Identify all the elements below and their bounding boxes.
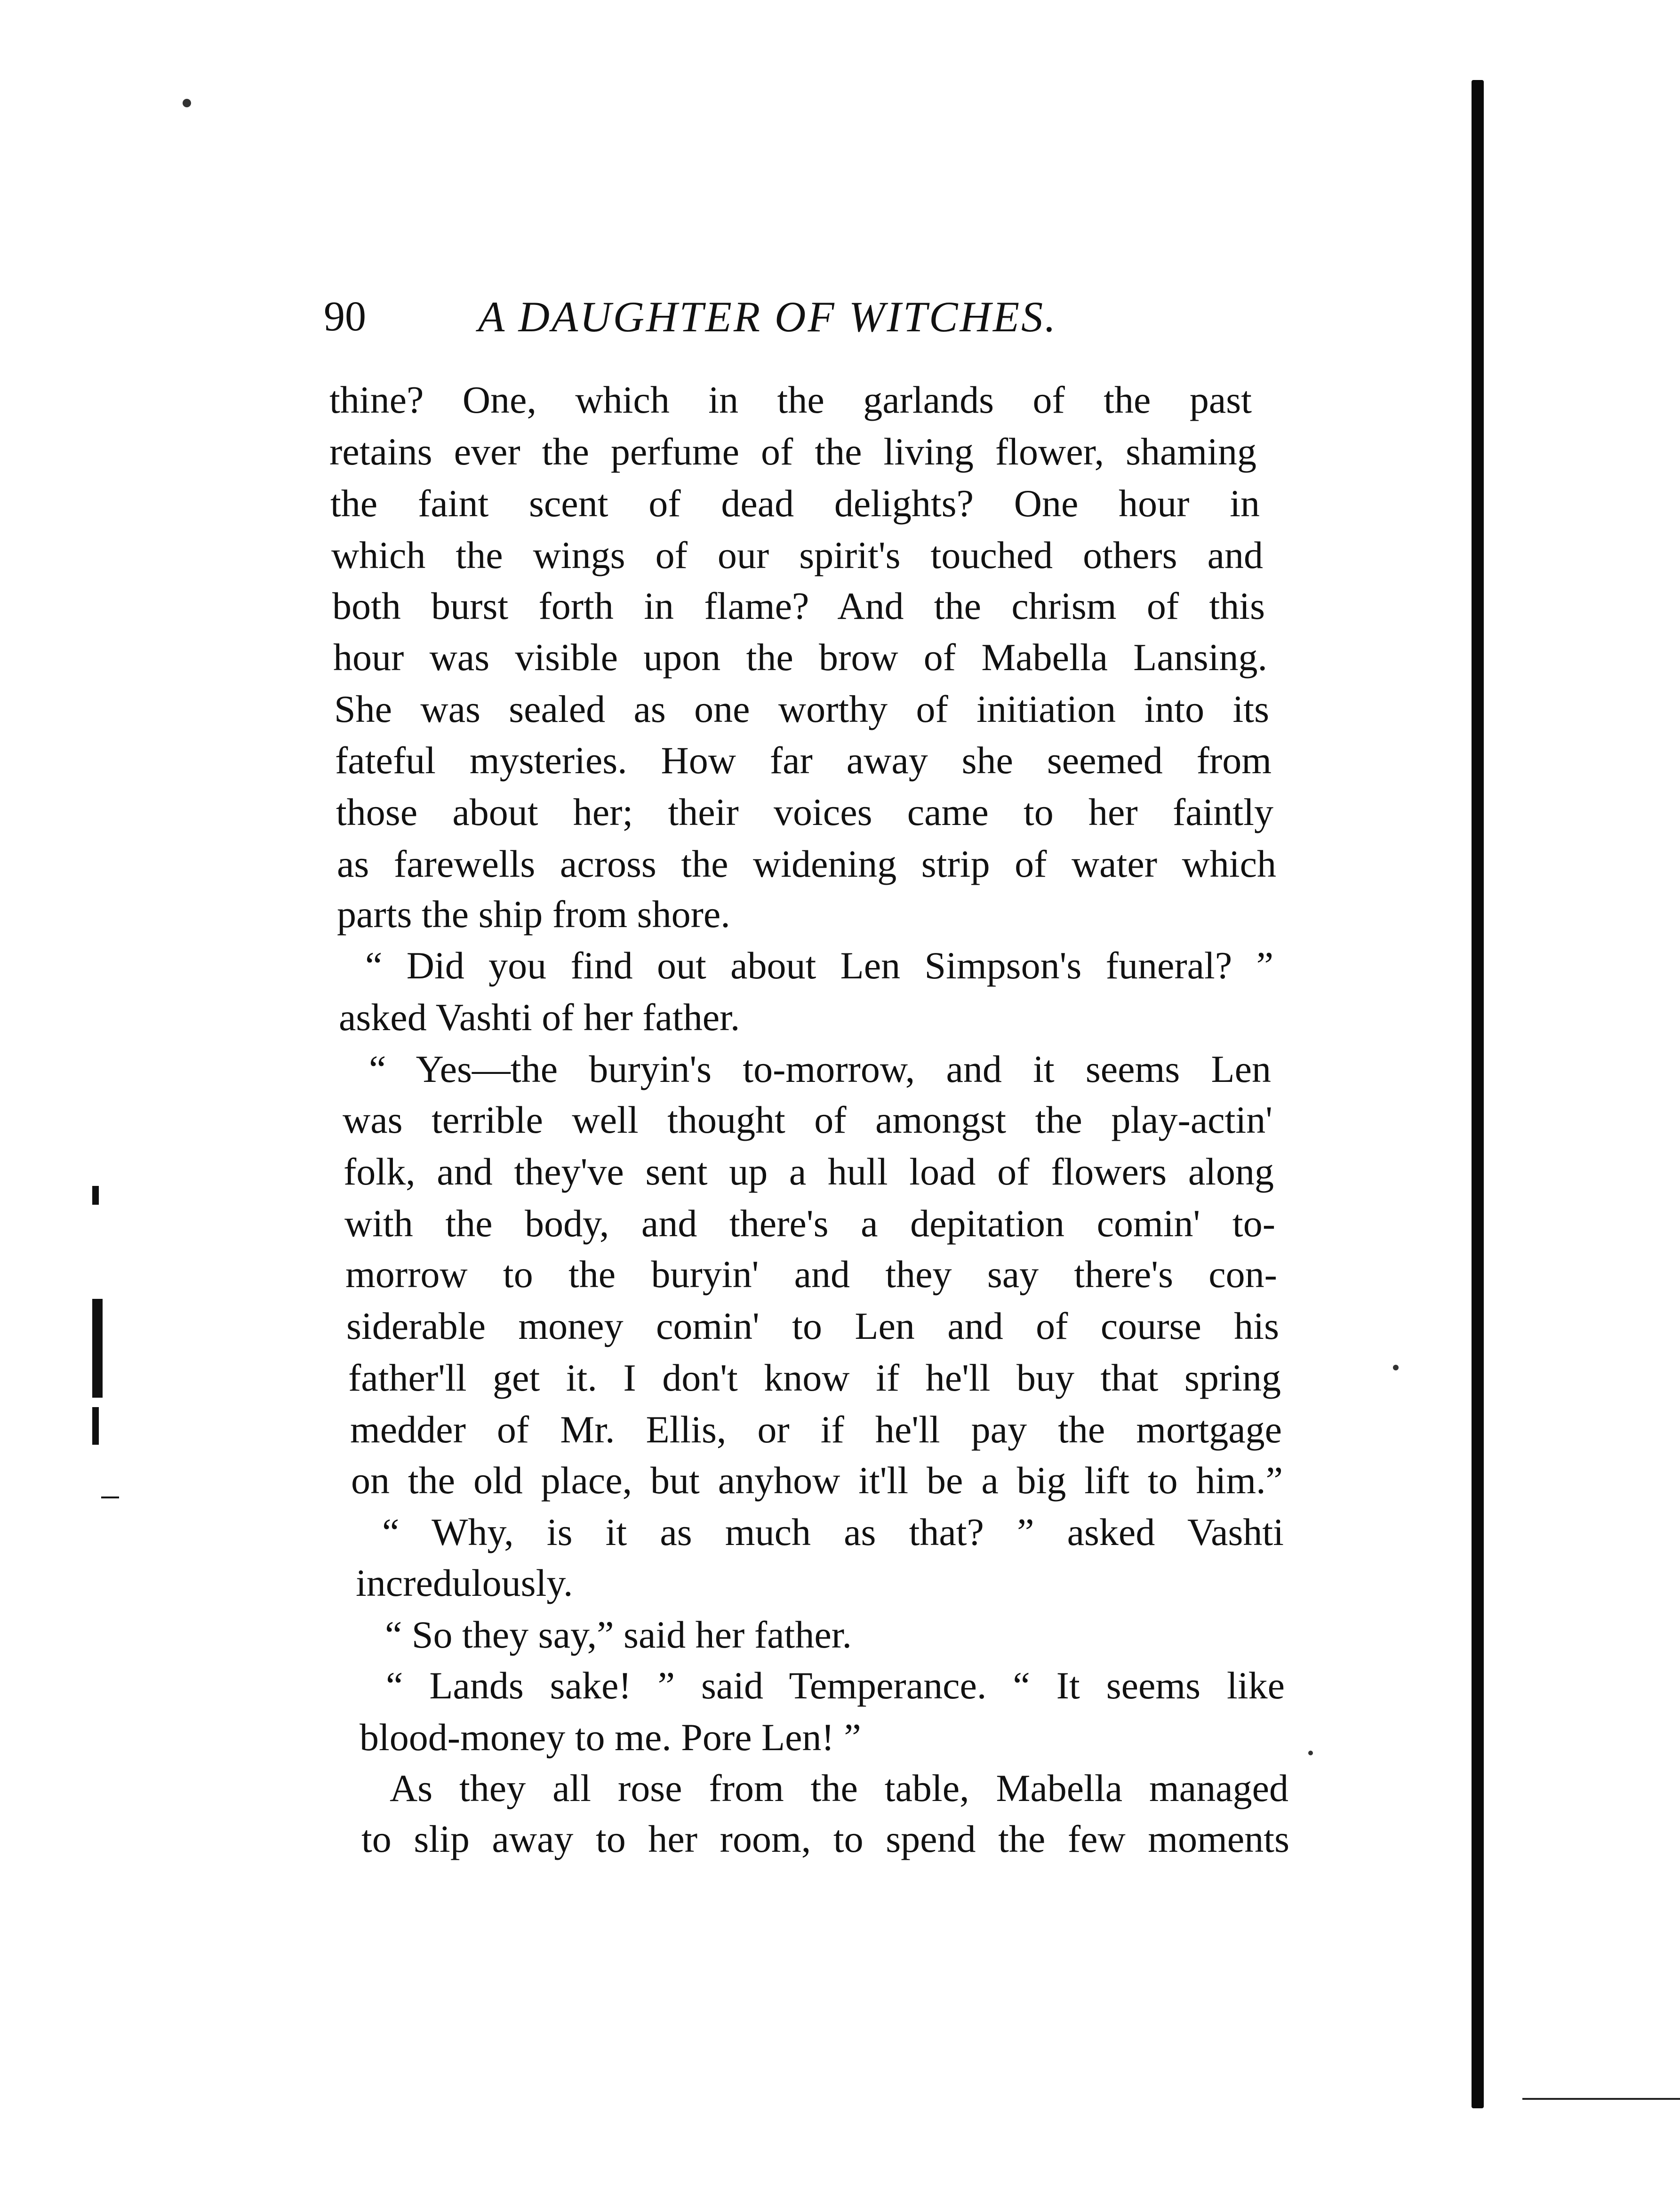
- gutter-mark: [92, 1407, 99, 1445]
- text-line: was terrible well thought of amongst the play-actin': [343, 1098, 1272, 1141]
- text-line: those about her; their voices came to her faintly: [336, 791, 1273, 833]
- text-line: “ So they say,” said her father.: [385, 1613, 852, 1656]
- text-line: blood-money to me. Pore Len! ”: [360, 1716, 861, 1759]
- text-line: She was sealed as one worthy of initiation into its: [334, 688, 1269, 730]
- scan-speck: [1308, 1751, 1313, 1755]
- spine-edge-line: [1522, 2098, 1680, 2100]
- text-line: which the wings of our spirit's touched others and: [331, 534, 1263, 576]
- text-line: incredulously.: [356, 1561, 573, 1604]
- text-line: As they all rose from the table, Mabella managed: [390, 1767, 1288, 1809]
- text-line: father'll get it. I don't know if he'll buy that spring: [348, 1356, 1281, 1399]
- text-line: “ Did you find out about Len Simpson's funeral? ”: [365, 944, 1273, 987]
- text-line: fateful mysteries. How far away she seemed from: [335, 739, 1272, 782]
- text-line: parts the ship from shore.: [337, 893, 730, 936]
- gutter-mark: [92, 1186, 99, 1205]
- gutter-mark: [92, 1299, 103, 1398]
- text-line: folk, and they've sent up a hull load of flowers along: [344, 1150, 1274, 1193]
- text-line: thine? One, which in the garlands of the past: [329, 378, 1252, 421]
- text-line: “ Why, is it as much as that? ” asked Vashti: [382, 1511, 1284, 1553]
- running-head: A DAUGHTER OF WITCHES.: [478, 293, 1058, 341]
- text-line: both burst forth in flame? And the chrism of this: [332, 584, 1265, 627]
- text-line: “ Yes—the buryin's to-morrow, and it seems Len: [369, 1048, 1271, 1090]
- text-line: “ Lands sake! ” said Temperance. “ It seems like: [386, 1664, 1285, 1707]
- text-line: retains ever the perfume of the living flower, shaming: [329, 430, 1256, 473]
- gutter-mark: [101, 1497, 119, 1498]
- text-line: the faint scent of dead delights? One hour in: [330, 482, 1260, 525]
- text-line: as farewells across the widening strip of water which: [337, 842, 1276, 885]
- text-line: morrow to the buryin' and they say there's con-: [345, 1253, 1277, 1296]
- text-line: siderable money comin' to Len and of course his: [346, 1305, 1279, 1347]
- text-line: medder of Mr. Ellis, or if he'll pay the mortgage: [350, 1408, 1282, 1451]
- text-line: on the old place, but anyhow it'll be a big lift to him.”: [351, 1459, 1283, 1502]
- scan-speck: [1393, 1365, 1399, 1370]
- book-spine-shadow: [1472, 80, 1484, 2108]
- text-line: asked Vashti of her father.: [339, 996, 740, 1039]
- text-line: to slip away to her room, to spend the few moments: [361, 1817, 1289, 1860]
- page-number: 90: [324, 293, 366, 340]
- scan-speck: [183, 99, 191, 107]
- text-line: hour was visible upon the brow of Mabella Lansing.: [333, 636, 1267, 679]
- page-header: [324, 282, 1312, 353]
- text-line: with the body, and there's a depitation comin' to-: [344, 1202, 1275, 1245]
